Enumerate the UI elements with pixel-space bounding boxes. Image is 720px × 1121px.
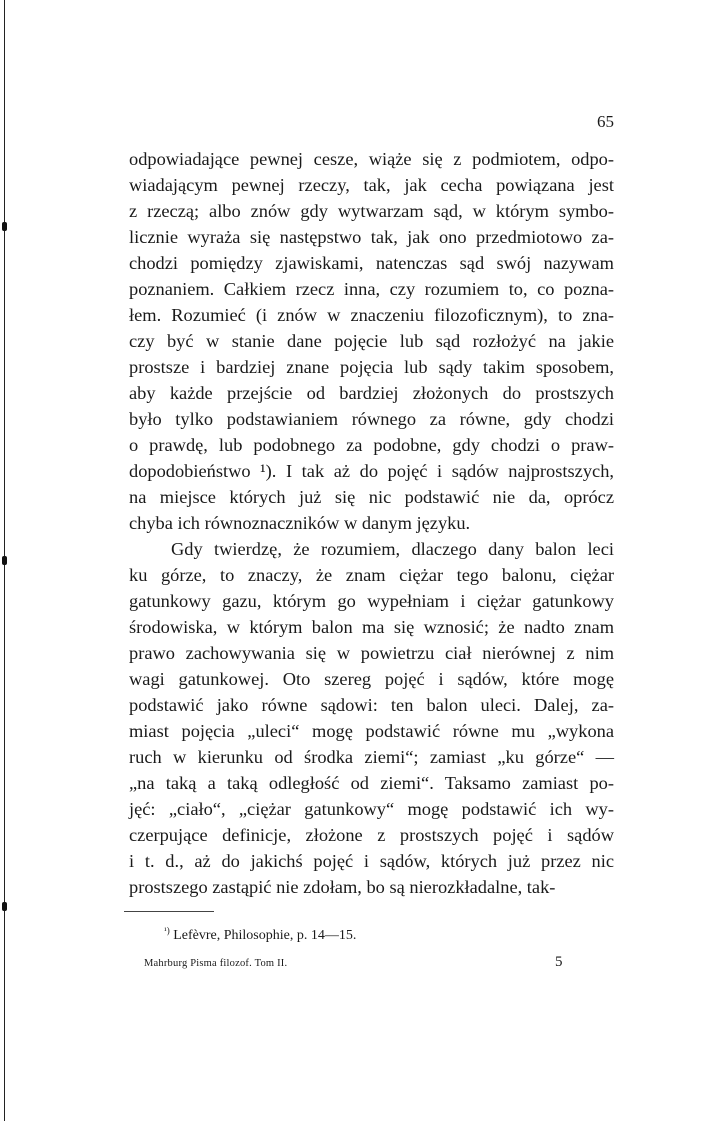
text-line: dopodobieństwo ¹). I tak aż do pojęć i sądów najprostszych,: [129, 461, 614, 481]
text-line: ruch w kierunku od środka ziemi“; zamiast „ku górze“ —: [129, 747, 614, 767]
page-number: 65: [597, 112, 614, 131]
text-line: wagi gatunkowej. Oto szereg pojęć i sądów, które mogę: [129, 669, 614, 689]
paragraph: [129, 146, 614, 536]
text-line: na miejsce których już się nic podstawić nie da, oprócz: [129, 487, 614, 507]
printer-signature: Mahrburg Pisma filozof. Tom II.: [144, 958, 288, 969]
edge-mark: [2, 902, 7, 911]
text-line: prostszego zastąpić nie zdołam, bo są nierozkładalne, tak-: [129, 877, 556, 897]
body-text: [129, 146, 614, 900]
signature-mark: 5: [555, 954, 563, 970]
text-line: było tylko podstawianiem równego za równe, gdy chodzi: [129, 409, 614, 429]
edge-mark: [2, 222, 7, 231]
text-line: licznie wyraża się następstwo tak, jak ono przedmiotowo za-: [129, 227, 614, 247]
text-line: ku górze, to znaczy, że znam ciężar tego balonu, ciężar: [129, 565, 614, 585]
text-line: prostsze i bardziej znane pojęcia lub sądy takim sposobem,: [129, 357, 614, 377]
text-line: podstawić jako równe sądowi: ten balon uleci. Dalej, za-: [129, 695, 614, 715]
text-line: odpowiadające pewnej cesze, wiąże się z podmiotem, odpo-: [129, 149, 614, 169]
text-line: o prawdę, lub podobnego za podobne, gdy chodzi o praw-: [129, 435, 614, 455]
text-line: czerpujące definicje, złożone z prostszych pojęć i sądów: [129, 825, 614, 845]
footnote-rule: [124, 911, 214, 912]
text-line: czy być w stanie dane pojęcie lub sąd rozłożyć na jakie: [129, 331, 614, 351]
text-line: miast pojęcia „uleci“ mogę podstawić równe mu „wykona: [129, 721, 614, 741]
text-line: z rzeczą; albo znów gdy wytwarzam sąd, w którym symbo-: [129, 201, 614, 221]
text-line: wiadającym pewnej rzeczy, tak, jak cecha powiązana jest: [129, 175, 614, 195]
text-line: środowiska, w którym balon ma się wznosić; że nadto znam: [129, 617, 614, 637]
paragraph: [129, 536, 614, 900]
text-line: poznaniem. Całkiem rzecz inna, czy rozumiem to, co pozna-: [129, 279, 614, 299]
footnote: [164, 925, 357, 944]
text-line: „na taką a taką odległość od ziemi“. Taksamo zamiast po-: [129, 773, 614, 793]
text-line: jęć: „ciało“, „ciężar gatunkowy“ mogę podstawić ich wy-: [129, 799, 614, 819]
text-line: chyba ich równoznaczników w danym języku.: [129, 513, 471, 533]
page-left-edge: [0, 0, 6, 1121]
text-line: łem. Rozumieć (i znów w znaczeniu filozoficznym), to zna-: [129, 305, 614, 325]
footnote-text: Lefèvre, Philosophie, p. 14—15.: [173, 928, 357, 943]
text-line: prawo zachowywania się w powietrzu ciał nierównej z nim: [129, 643, 614, 663]
text-line: aby każde przejście od bardziej złożonych do prostszych: [129, 383, 614, 403]
text-line: Gdy twierdzę, że rozumiem, dlaczego dany balon leci: [171, 539, 614, 559]
footnote-mark: ¹): [164, 925, 170, 936]
text-line: gatunkowy gazu, którym go wypełniam i ciężar gatunkowy: [129, 591, 614, 611]
edge-mark: [2, 556, 7, 565]
text-line: chodzi pomiędzy zjawiskami, natenczas sąd swój nazywam: [129, 253, 614, 273]
text-line: i t. d., aż do jakichś pojęć i sądów, których już przez nic: [129, 851, 614, 871]
